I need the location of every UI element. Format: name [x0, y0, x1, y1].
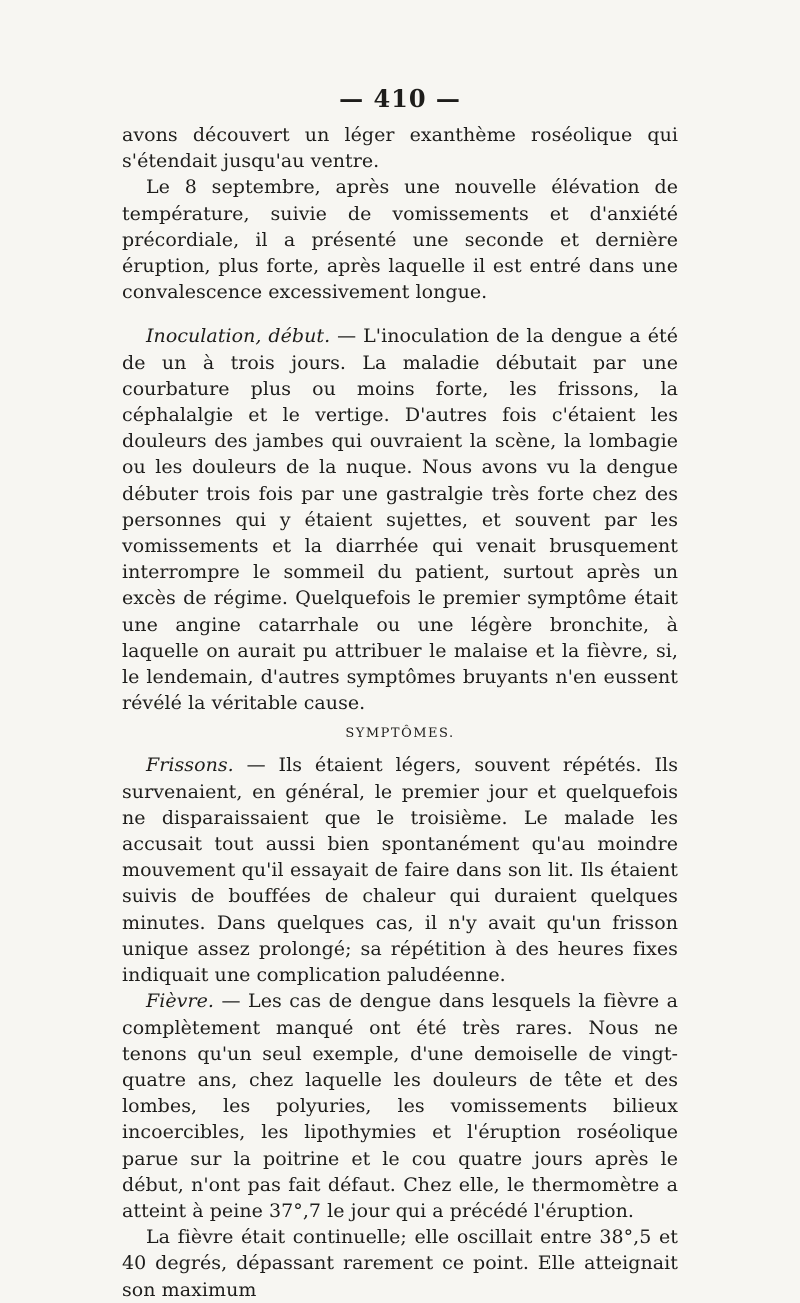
paragraph-september — [122, 174, 678, 305]
page-number: — 410 — — [339, 84, 461, 113]
paragraph-text: avons découvert un léger exanthème roséolique qui s'étendait jusqu'au ventre. — [122, 124, 678, 173]
paragraph-lead: Fièvre. — [146, 990, 214, 1013]
paragraph-fievre-continuelle — [122, 1224, 678, 1303]
paragraph-text: La fièvre était continuelle; elle oscillait entre 38°,5 et 40 degrés, dépassant rarement ce point. Elle atteignait son maximum — [122, 1226, 678, 1301]
paragraph-text: — Les cas de dengue dans lesquels la fièvre a complètement manqué ont été très rares. Nous ne tenons qu'un seul exemple, d'une demoiselle de vingt-quatre ans, chez laquelle les douleurs de tête et des lombes, les polyuries, les vomissements bilieux incoercibles, les lipothymies et l'éruption roséolique parue sur la poitrine et le cou quatre jours après le début, n'ont pas fait défaut. Chez elle, le thermomètre a atteint à peine 37°,7 le jour qui a précédé l'éruption. — [122, 990, 678, 1222]
paragraph-lead: Inoculation, début. — [146, 325, 331, 348]
paragraph-text: — Ils étaient légers, souvent répétés. Ils survenaient, en général, le premier jour et quelquefois ne disparaissaient que le troisième. Le malade les accusait tout aussi bien spontanément qu'au moindre mouvement qu'il essayait de faire dans son lit. Ils étaient suivis de bouffées de chaleur qui duraient quelques minutes. Dans quelques cas, il n'y avait qu'un frisson unique assez prolongé; sa répétition à des heures fixes indiquait une complication paludéenne. — [122, 754, 678, 987]
page-body — [122, 122, 678, 1303]
paragraph-lead: Frissons. — [146, 754, 234, 777]
paragraph-text: — L'inoculation de la dengue a été de un à trois jours. La maladie débutait par une courbature plus ou moins forte, les frissons, la céphalalgie et le vertige. D'autres fois c'étaient les douleurs des jambes qui ouvraient la scène, la lombagie ou les douleurs de la nuque. Nous avons vu la dengue débuter trois fois par une gastralgie très forte chez des personnes qui y étaient sujettes, et souvent par les vomissements et la diarrhée qui venait brusquement interrompre le sommeil du patient, surtout après un excès de régime. Quelquefois le premier symptôme était une angine catarrhale ou une légère bronchite, à laquelle on aurait pu attribuer le malaise et la fièvre, si, le lendemain, d'autres symptômes bruyants n'en eussent révélé la véritable cause. — [122, 325, 678, 715]
paragraph-frissons — [122, 752, 678, 988]
paragraph-text: Le 8 septembre, après une nouvelle élévation de température, suivie de vomissements et d'anxiété précordiale, il a présenté une seconde et dernière éruption, plus forte, après laquelle il est entré dans une convalescence excessivement longue. — [122, 176, 678, 304]
book-page — [122, 84, 678, 1303]
paragraph-inoculation — [122, 323, 678, 716]
paragraph-fievre — [122, 988, 678, 1224]
section-heading-symptomes: SYMPTÔMES. — [345, 726, 455, 742]
paragraph-continuation — [122, 122, 678, 174]
